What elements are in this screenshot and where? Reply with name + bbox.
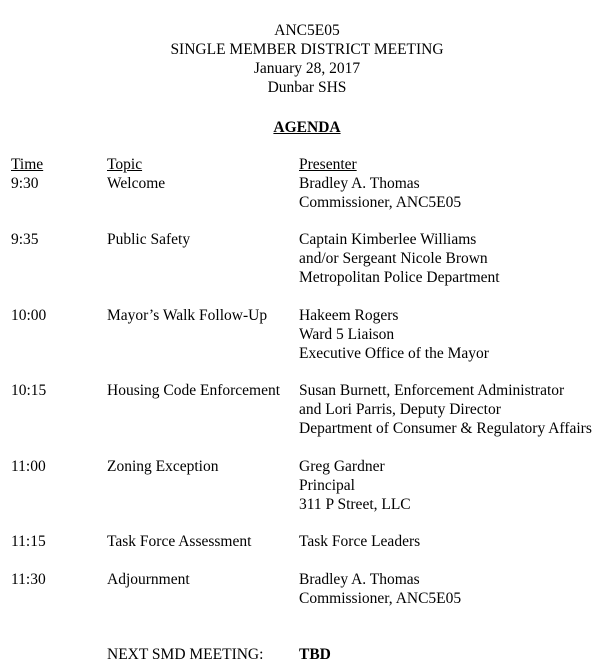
presenter-line: and/or Sergeant Nicole Brown [299,250,488,267]
agenda-item-presenter [299,230,500,287]
column-header-presenter: Presenter [299,156,357,173]
meeting-location: Dunbar SHS [267,79,347,96]
presenter-line: Ward 5 Liaison [299,326,395,343]
agenda-item-topic: Adjournment [107,571,190,588]
presenter-line: Hakeem Rogers [299,307,399,324]
agenda-item-time: 9:30 [11,175,39,192]
agenda-item-time: 11:30 [11,571,46,588]
next-meeting-value: TBD [299,646,331,663]
column-header-time: Time [11,156,44,173]
agenda-item [0,230,614,287]
agenda-item-presenter [299,457,411,514]
agenda-item-presenter [299,381,592,438]
agenda-item-presenter [299,306,489,363]
agenda-item-presenter [299,174,461,212]
agenda-item [0,381,614,438]
presenter-line: 311 P Street, LLC [299,496,411,513]
agenda-item-topic: Welcome [107,175,166,192]
presenter-line: Bradley A. Thomas [299,175,420,192]
agenda-item-topic: Mayor’s Walk Follow-Up [107,307,268,324]
column-header-topic: Topic [107,156,143,173]
presenter-line: Commissioner, ANC5E05 [299,590,462,607]
meeting-date: January 28, 2017 [253,60,361,77]
agenda-item-time: 10:15 [11,382,47,399]
presenter-line: and Lori Parris, Deputy Director [299,401,501,418]
presenter-line: Task Force Leaders [299,533,421,550]
agenda-item-time: 10:00 [11,307,47,324]
agenda-item-topic: Public Safety [107,231,191,248]
agenda-item [0,306,614,363]
meeting-title: SINGLE MEMBER DISTRICT MEETING [170,41,444,58]
organization-title: ANC5E05 [274,22,340,39]
agenda-item-time: 11:15 [11,533,46,550]
agenda-title: AGENDA [273,119,341,136]
agenda-item [0,174,614,231]
agenda-item [0,457,614,514]
agenda-item [0,570,614,627]
presenter-line: Metropolitan Police Department [299,269,500,286]
presenter-line: Susan Burnett, Enforcement Administrator [299,382,565,399]
next-meeting [0,645,614,664]
agenda-item-presenter [299,570,461,608]
presenter-line: Department of Consumer & Regulatory Affairs [299,420,592,437]
agenda-item-topic: Housing Code Enforcement [107,382,281,399]
presenter-line: Principal [299,477,355,494]
presenter-line: Commissioner, ANC5E05 [299,194,462,211]
next-meeting-label: NEXT SMD MEETING: [107,646,264,663]
presenter-line: Greg Gardner [299,458,385,475]
document-header [0,21,614,97]
agenda-item-time: 11:00 [11,458,46,475]
presenter-line: Bradley A. Thomas [299,571,420,588]
presenter-line: Executive Office of the Mayor [299,345,489,362]
presenter-line: Captain Kimberlee Williams [299,231,477,248]
agenda-item-time: 9:35 [11,231,39,248]
agenda-item-topic: Task Force Assessment [107,533,252,550]
agenda-item-presenter [299,532,420,551]
agenda-item-topic: Zoning Exception [107,458,219,475]
